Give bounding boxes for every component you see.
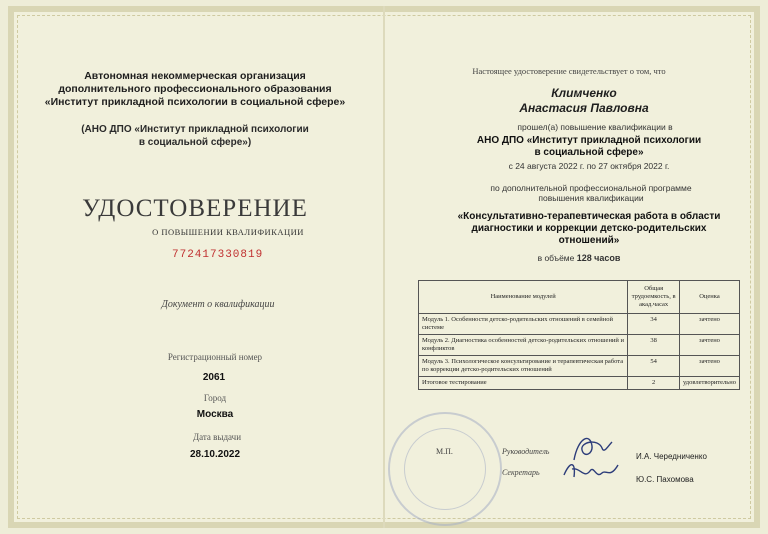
table-row: Модуль 3. Психологическое консультирование и терапевтическая работа по коррекции детско-родительских отношений 54 зачтено: [419, 356, 740, 377]
table-row: Итоговое тестирование 2 удовлетворительно: [419, 377, 740, 390]
registration-label: Регистрационный номер: [167, 352, 263, 362]
stamp-seal: [388, 412, 502, 526]
secretary-label: Секретарь: [502, 468, 540, 477]
training-organization: АНО ДПО «Институт прикладной психологии в социальной сфере»: [476, 135, 702, 158]
program-label: по дополнительной профессиональной программе повышения квалификации: [490, 183, 692, 203]
organization-full-name: Автономная некоммерческая организация дополнительного профессионального образования «Институт прикладной психологии в социальной сфере»: [44, 70, 346, 108]
registration-number: 2061: [202, 372, 226, 383]
holder-surname: Климченко: [551, 86, 617, 100]
document-title: УДОСТОВЕРЕНИЕ: [82, 195, 308, 222]
left-page: [30, 70, 360, 460]
secretary-signature: [560, 455, 622, 491]
secretary-name: Ю.С. Пахомова: [636, 475, 694, 484]
city-value: Москва: [196, 409, 234, 420]
document-subtitle: О ПОВЫШЕНИИ КВАЛИФИКАЦИИ: [152, 227, 304, 237]
intro-text: Настоящее удостоверение свидетельствует о том, что: [472, 66, 666, 76]
training-dates: с 24 августа 2022 г. по 27 октября 2022 г.: [508, 161, 670, 171]
holder-given-names: Анастасия Павловна: [519, 101, 649, 115]
passed-text: прошел(а) повышение квалификации в: [517, 122, 673, 132]
table-row: Модуль 2. Диагностика особенностей детско-родительских отношений и конфликтов 38 зачтено: [419, 335, 740, 356]
holder-name: [400, 86, 738, 116]
header-module-name: Наименование модулей: [419, 281, 628, 314]
program-title: «Консультативно-терапевтическая работа в области диагностики и коррекции детско-родительских отношений»: [457, 211, 721, 246]
program-volume: в объёме 128 часов: [537, 253, 621, 263]
head-label: Руководитель: [502, 447, 550, 456]
modules-table: [418, 280, 740, 390]
table-row: Модуль 1. Особенности детско-родительских отношений в семейной системе 34 зачтено: [419, 314, 740, 335]
volume-hours: 128: [576, 253, 592, 263]
issue-date: 28.10.2022: [189, 449, 241, 460]
organization-short-name: (АНО ДПО «Институт прикладной психологии в социальной сфере»): [81, 124, 309, 148]
right-page: [400, 66, 738, 263]
city-label: Город: [203, 393, 227, 403]
stamp-mark: М.П.: [436, 447, 453, 456]
serial-number: 772417330819: [172, 249, 264, 261]
issue-date-label: Дата выдачи: [192, 432, 242, 442]
document-type: Документ о квалификации: [161, 299, 275, 310]
header-grade: Оценка: [679, 281, 739, 314]
head-name: И.А. Чередниченко: [636, 452, 707, 461]
header-hours: Общая трудоемкость, в акад.часах: [628, 281, 680, 314]
page-fold: [383, 6, 385, 528]
